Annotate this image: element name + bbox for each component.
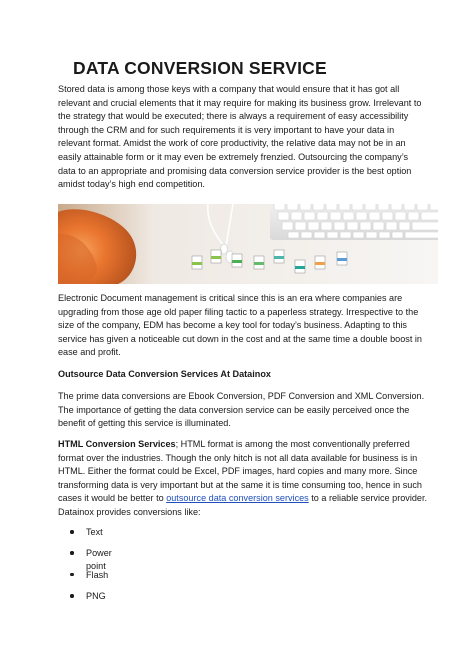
edm-line: service has given a noticeable cut down in the cost and at the same time a double boost in [58, 333, 422, 344]
intro-line: through the CRM and for such requirements it is very important to have your data in [58, 124, 395, 135]
prime-line: The importance of getting the data conversion service can be easily perceived once the [58, 404, 410, 415]
html-line-rest: ; HTML format is among the most conventionally preferred [175, 439, 410, 449]
link-prefix: cases it would be better to [58, 493, 167, 504]
prime-line: benefit of getting this service is illuminated. [58, 418, 231, 429]
intro-line: relevant and crucial elements that it may require for making its business grow. Irrelevant to [58, 97, 422, 108]
document-title: DATA CONVERSION SERVICE [73, 58, 327, 78]
bullet-icon [70, 573, 74, 577]
html-line: HTML. Either the format could be Excel, PDF images, hard copies and many more. Since [58, 466, 418, 477]
hero-image [58, 204, 438, 284]
intro-line: amidst today’s high end competition. [58, 179, 205, 190]
keyboard-documents-illustration [58, 204, 438, 284]
html-line: transforming data is very important but at the same it is time consuming too, hence in such [58, 479, 422, 490]
html-line: format over the industries. Though the only hitch is not all data available for business is in [58, 452, 418, 463]
edm-line: size of the company, EDM has become a key tool for today’s business. Adapting to this [58, 320, 407, 331]
list-item-label: PNG [86, 591, 106, 602]
intro-line: data to an appropriate and promising data conversion service provider is the best option [58, 165, 412, 176]
list-item-label: Power point [86, 548, 112, 572]
intro-line: Stored data is among those keys with a company that would ensure that it has got all [58, 84, 400, 94]
bullet-icon [70, 594, 74, 598]
list-item-label: Text [86, 527, 103, 537]
list-item-label: Flash [86, 569, 109, 580]
section-heading: Outsource Data Conversion Services At Datainox [58, 369, 271, 379]
html-line [58, 492, 438, 506]
intro-line: easily attainable form or it may even be extremely frenzied. Outsourcing the company’s [58, 152, 409, 162]
html-conversion-lead: HTML Conversion Services [58, 439, 176, 449]
edm-line: upgrading from those age old paper filing tactic to a paperless strategy. Irrespective to the [58, 306, 419, 317]
edm-line: Electronic Document management is critical since this is an era where companies are [58, 293, 403, 303]
intro-line: the strategy that would be executed; there is always a requirement of easy accessibility [58, 111, 409, 122]
prime-line: The prime data conversions are Ebook Conversion, PDF Conversion and XML Conversion. [58, 391, 425, 401]
outsource-services-link[interactable]: outsource data conversion services [166, 493, 309, 504]
edm-line: ease and profit. [58, 347, 121, 358]
intro-line: relevant format. Amidst the work of core productivity, the relative data may not be in an [58, 138, 406, 149]
link-suffix: to a reliable service provider. [308, 493, 428, 504]
bullet-icon [70, 530, 74, 534]
html-line [58, 438, 438, 452]
html-line: Datainox provides conversions like: [58, 507, 201, 517]
bullet-icon [70, 551, 74, 555]
